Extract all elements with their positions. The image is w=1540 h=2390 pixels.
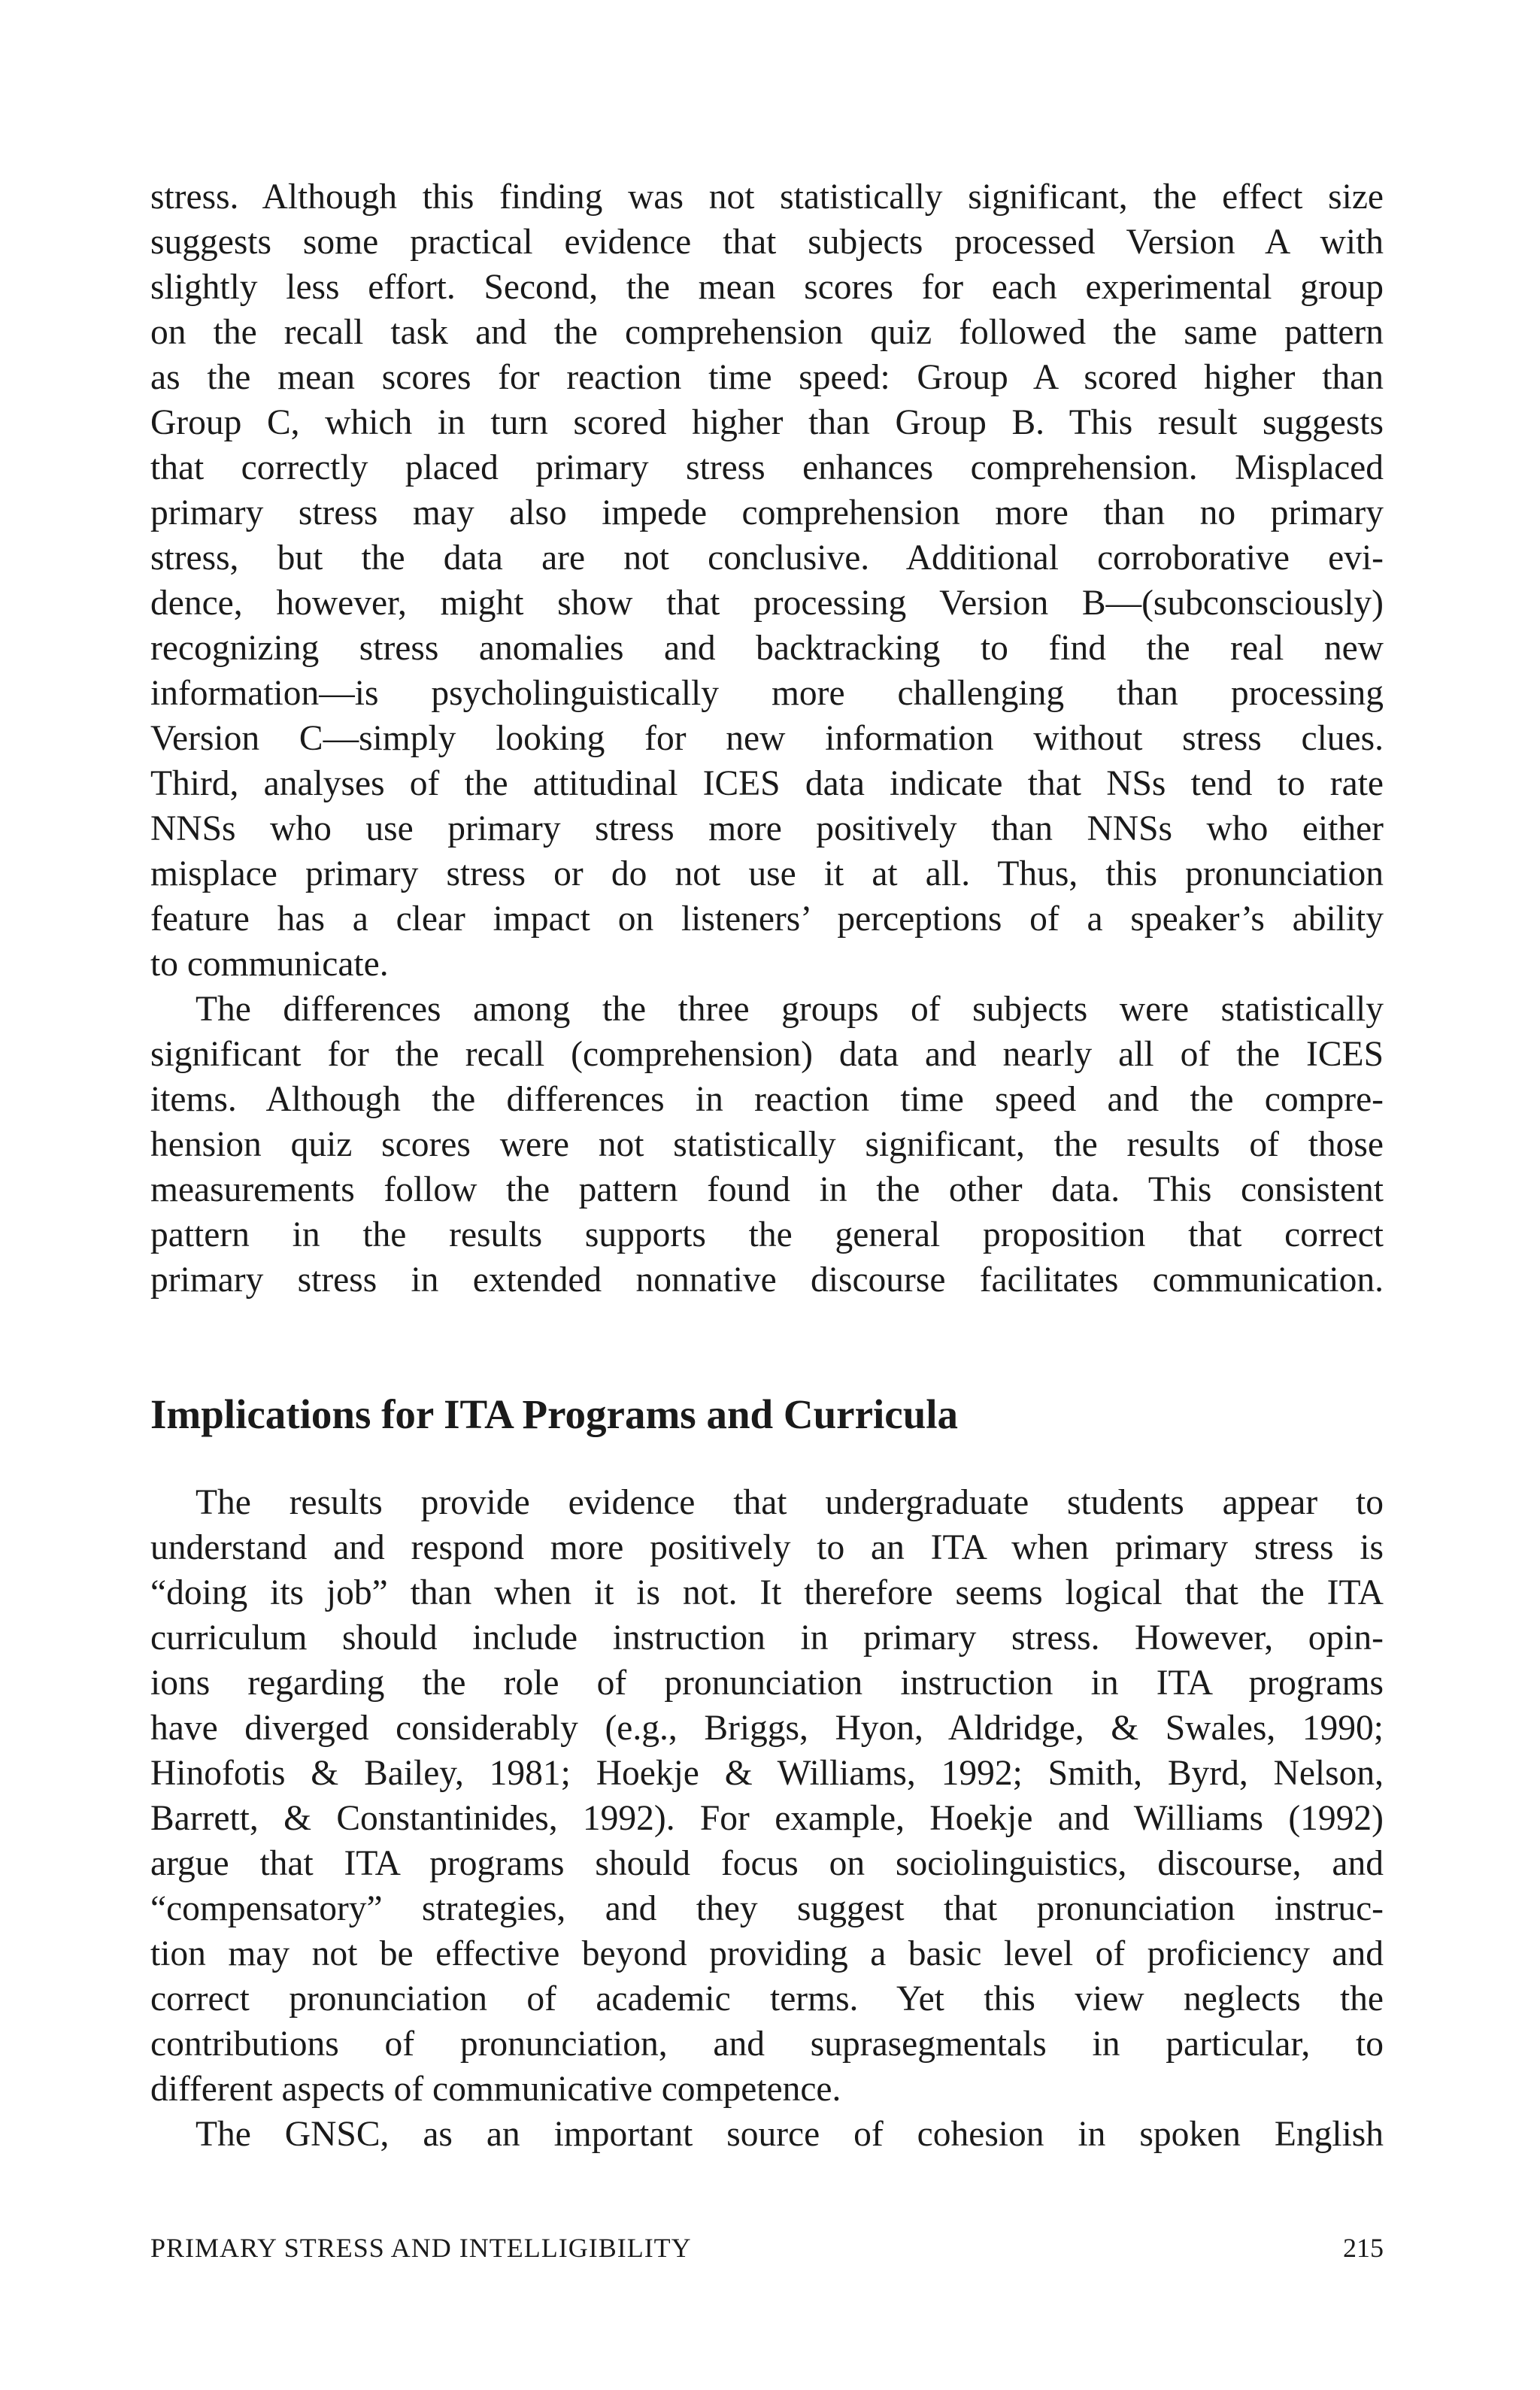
text-line: ions regarding the role of pronunciation instruction in ITA programs bbox=[150, 1664, 1384, 1703]
text-line: dence, however, might show that processing Version B—(subconsciously) bbox=[150, 584, 1384, 623]
text-line: correct pronunciation of academic terms. Yet this view neglects the bbox=[150, 1979, 1384, 2018]
text-line: misplace primary stress or do not use it at all. Thus, this pronunciation bbox=[150, 854, 1384, 893]
page-footer bbox=[150, 2229, 1384, 2267]
text-line: recognizing stress anomalies and backtracking to find the real new bbox=[150, 629, 1384, 668]
section-heading: Implications for ITA Programs and Curricula bbox=[150, 1391, 959, 1437]
text-line: suggests some practical evidence that subjects processed Version A with bbox=[150, 223, 1384, 262]
text-line: primary stress in extended nonnative discourse facilitates communication. bbox=[150, 1260, 1384, 1300]
text-line: on the recall task and the comprehension quiz followed the same pattern bbox=[150, 313, 1384, 352]
text-line: Third, analyses of the attitudinal ICES data indicate that NSs tend to rate bbox=[150, 764, 1384, 803]
text-line: information—is psycholinguistically more challenging than processing bbox=[150, 674, 1384, 713]
text-line: different aspects of communicative competence. bbox=[150, 2070, 841, 2109]
body-text-section-1 bbox=[150, 174, 1384, 1303]
text-line: stress, but the data are not conclusive. Additional corroborative evi- bbox=[150, 538, 1384, 578]
body-text-section-2 bbox=[150, 1480, 1384, 2157]
text-line: significant for the recall (comprehension) data and nearly all of the ICES bbox=[150, 1035, 1384, 1074]
text-line: argue that ITA programs should focus on sociolinguistics, discourse, and bbox=[150, 1844, 1384, 1883]
text-line: Barrett, & Constantinides, 1992). For example, Hoekje and Williams (1992) bbox=[150, 1799, 1384, 1838]
text-line: curriculum should include instruction in primary stress. However, opin- bbox=[150, 1618, 1384, 1658]
text-line: Hinofotis & Bailey, 1981; Hoekje & Williams, 1992; Smith, Byrd, Nelson, bbox=[150, 1754, 1384, 1793]
text-line: “compensatory” strategies, and they suggest that pronunciation instruc- bbox=[150, 1889, 1384, 1928]
text-line: The results provide evidence that undergraduate students appear to bbox=[196, 1483, 1384, 1522]
text-line: measurements follow the pattern found in the other data. This consistent bbox=[150, 1170, 1384, 1209]
text-line: pattern in the results supports the general proposition that correct bbox=[150, 1215, 1384, 1254]
text-line: The differences among the three groups of subjects were statistically bbox=[196, 990, 1384, 1029]
text-line: NNSs who use primary stress more positively than NNSs who either bbox=[150, 809, 1384, 848]
text-line: contributions of pronunciation, and suprasegmentals in particular, to bbox=[150, 2025, 1384, 2064]
text-line: hension quiz scores were not statistically significant, the results of those bbox=[150, 1125, 1384, 1164]
text-line: Version C—simply looking for new information without stress clues. bbox=[150, 719, 1384, 758]
text-line: stress. Although this finding was not statistically significant, the effect size bbox=[150, 177, 1384, 217]
text-line: primary stress may also impede comprehension more than no primary bbox=[150, 493, 1384, 532]
text-line: items. Although the differences in reaction time speed and the compre- bbox=[150, 1080, 1384, 1119]
text-line: as the mean scores for reaction time speed: Group A scored higher than bbox=[150, 358, 1384, 397]
page-number: 215 bbox=[1343, 2233, 1384, 2263]
text-line: Group C, which in turn scored higher than Group B. This result suggests bbox=[150, 403, 1384, 442]
text-line: to communicate. bbox=[150, 945, 389, 984]
text-line: slightly less effort. Second, the mean scores for each experimental group bbox=[150, 268, 1384, 307]
text-line: The GNSC, as an important source of cohesion in spoken English bbox=[196, 2115, 1384, 2154]
text-line: tion may not be effective beyond providing a basic level of proficiency and bbox=[150, 1934, 1384, 1973]
text-line: understand and respond more positively to an ITA when primary stress is bbox=[150, 1528, 1384, 1567]
running-head: PRIMARY STRESS AND INTELLIGIBILITY bbox=[150, 2233, 692, 2263]
text-line: “doing its job” than when it is not. It therefore seems logical that the ITA bbox=[150, 1573, 1384, 1612]
text-line: that correctly placed primary stress enhances comprehension. Misplaced bbox=[150, 448, 1384, 487]
text-line: have diverged considerably (e.g., Briggs, Hyon, Aldridge, & Swales, 1990; bbox=[150, 1709, 1384, 1748]
text-line: feature has a clear impact on listeners’ perceptions of a speaker’s ability bbox=[150, 899, 1384, 939]
